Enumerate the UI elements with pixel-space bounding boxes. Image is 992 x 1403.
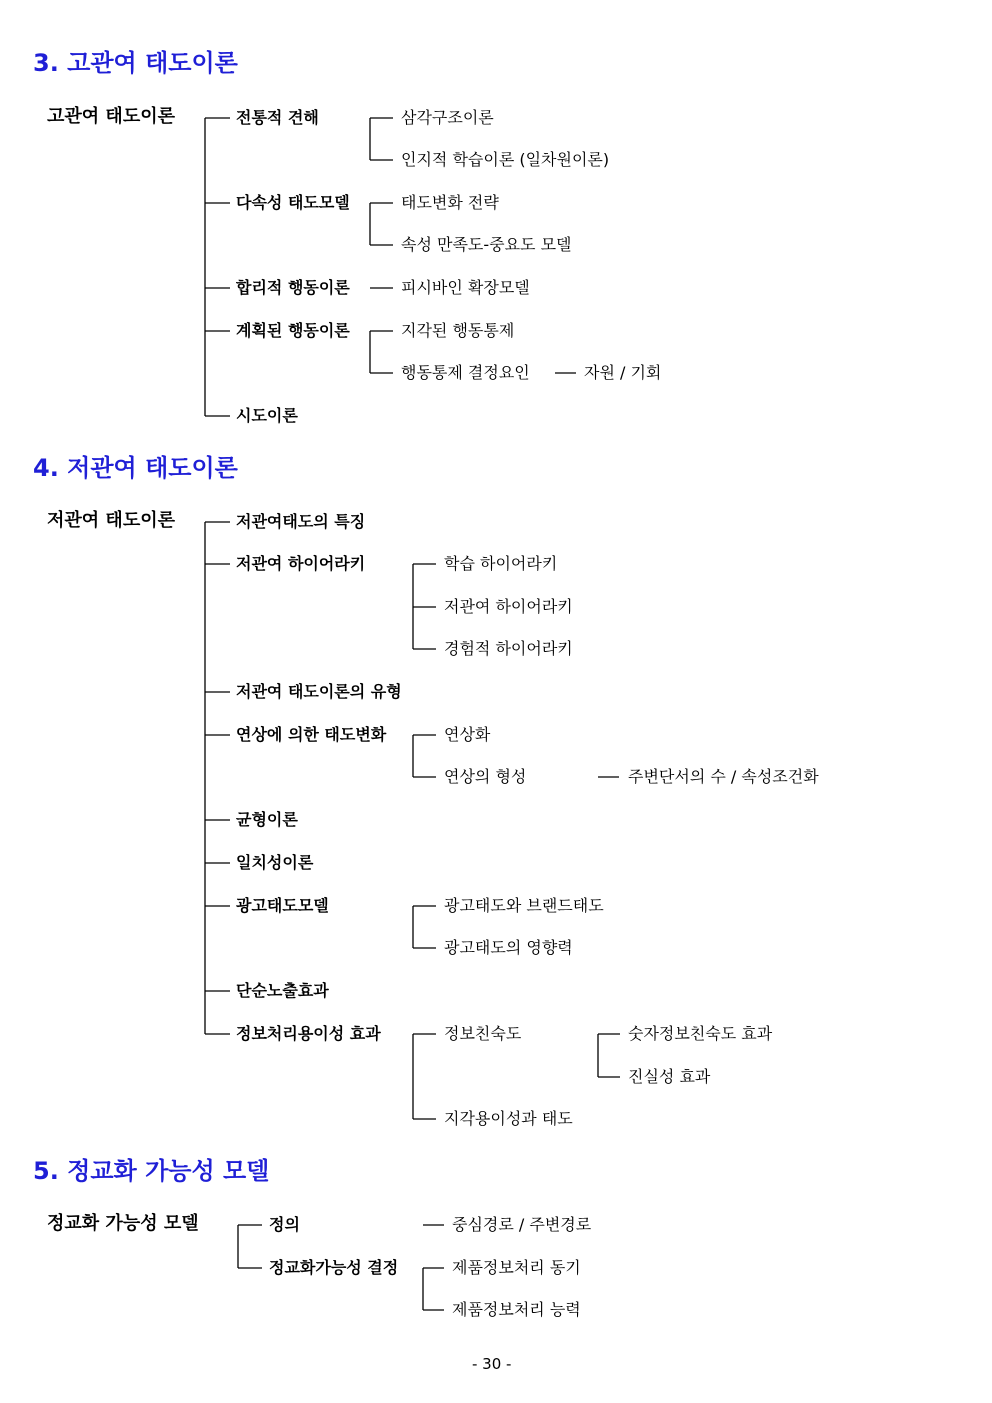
tree-branch: 합리적 행동이론	[236, 278, 350, 297]
tree-leaf: 학습 하이어라키	[444, 554, 558, 573]
tree-leaf: 지각된 행동통제	[401, 321, 515, 340]
tree-branch: 일치성이론	[236, 853, 314, 872]
tree-leaf: 인지적 학습이론 (일차원이론)	[401, 150, 610, 169]
tree-leaf: 주변단서의 수 / 속성조건화	[628, 767, 819, 786]
tree-leaf: 중심경로 / 주변경로	[452, 1215, 592, 1234]
tree-branch: 다속성 태도모델	[236, 193, 350, 212]
tree-leaf: 정보친숙도	[444, 1024, 522, 1043]
tree-leaf: 삼각구조이론	[401, 108, 494, 127]
tree-leaf: 자원 / 기회	[584, 363, 662, 382]
tree-leaf: 저관여 하이어라키	[444, 597, 573, 616]
tree-leaf: 연상화	[444, 725, 491, 744]
tree-leaf: 광고태도의 영향력	[444, 938, 573, 957]
tree-leaf: 숫자정보친숙도 효과	[628, 1024, 773, 1043]
tree-leaf: 제품정보처리 능력	[452, 1300, 581, 1319]
tree-branch: 정의	[269, 1215, 300, 1234]
tree-branch: 정보처리용이성 효과	[236, 1024, 381, 1043]
tree-leaf: 피시바인 확장모델	[401, 278, 530, 297]
tree-leaf: 태도변화 전략	[401, 193, 499, 212]
tree-leaf: 경험적 하이어라키	[444, 639, 573, 658]
tree-branch: 시도이론	[236, 406, 298, 425]
section-3-heading: 3. 고관여 태도이론	[33, 49, 238, 77]
tree-branch: 연상에 의한 태도변화	[236, 725, 387, 744]
tree-leaf: 진실성 효과	[628, 1067, 711, 1086]
tree-root: 고관여 태도이론	[47, 106, 175, 127]
tree-leaf: 광고태도와 브랜드태도	[444, 896, 604, 915]
tree-branch: 균형이론	[236, 810, 298, 829]
tree-root: 정교화 가능성 모델	[47, 1213, 199, 1234]
tree-branch: 전통적 견해	[236, 108, 319, 127]
tree-branch: 저관여 하이어라키	[236, 554, 366, 573]
tree-branch: 저관여 태도이론의 유형	[236, 682, 402, 701]
tree-leaf: 연상의 형성	[444, 767, 527, 786]
tree-branch: 정교화가능성 결정	[269, 1258, 399, 1277]
tree-root: 저관여 태도이론	[47, 510, 175, 531]
tree-branch: 광고태도모델	[236, 896, 329, 915]
page-number: - 30 -	[472, 1355, 512, 1373]
tree-branch: 단순노출효과	[236, 981, 329, 1000]
tree-leaf: 속성 만족도-중요도 모델	[401, 235, 572, 254]
tree-leaf: 제품정보처리 동기	[452, 1258, 581, 1277]
tree-leaf: 지각용이성과 태도	[444, 1109, 573, 1128]
section-5-heading: 5. 정교화 가능성 모델	[33, 1157, 270, 1185]
tree-branch: 저관여태도의 특징	[236, 512, 366, 531]
tree-leaf: 행동통제 결정요인	[401, 363, 530, 382]
tree-branch: 계획된 행동이론	[236, 321, 350, 340]
section-4-heading: 4. 저관여 태도이론	[33, 454, 238, 482]
